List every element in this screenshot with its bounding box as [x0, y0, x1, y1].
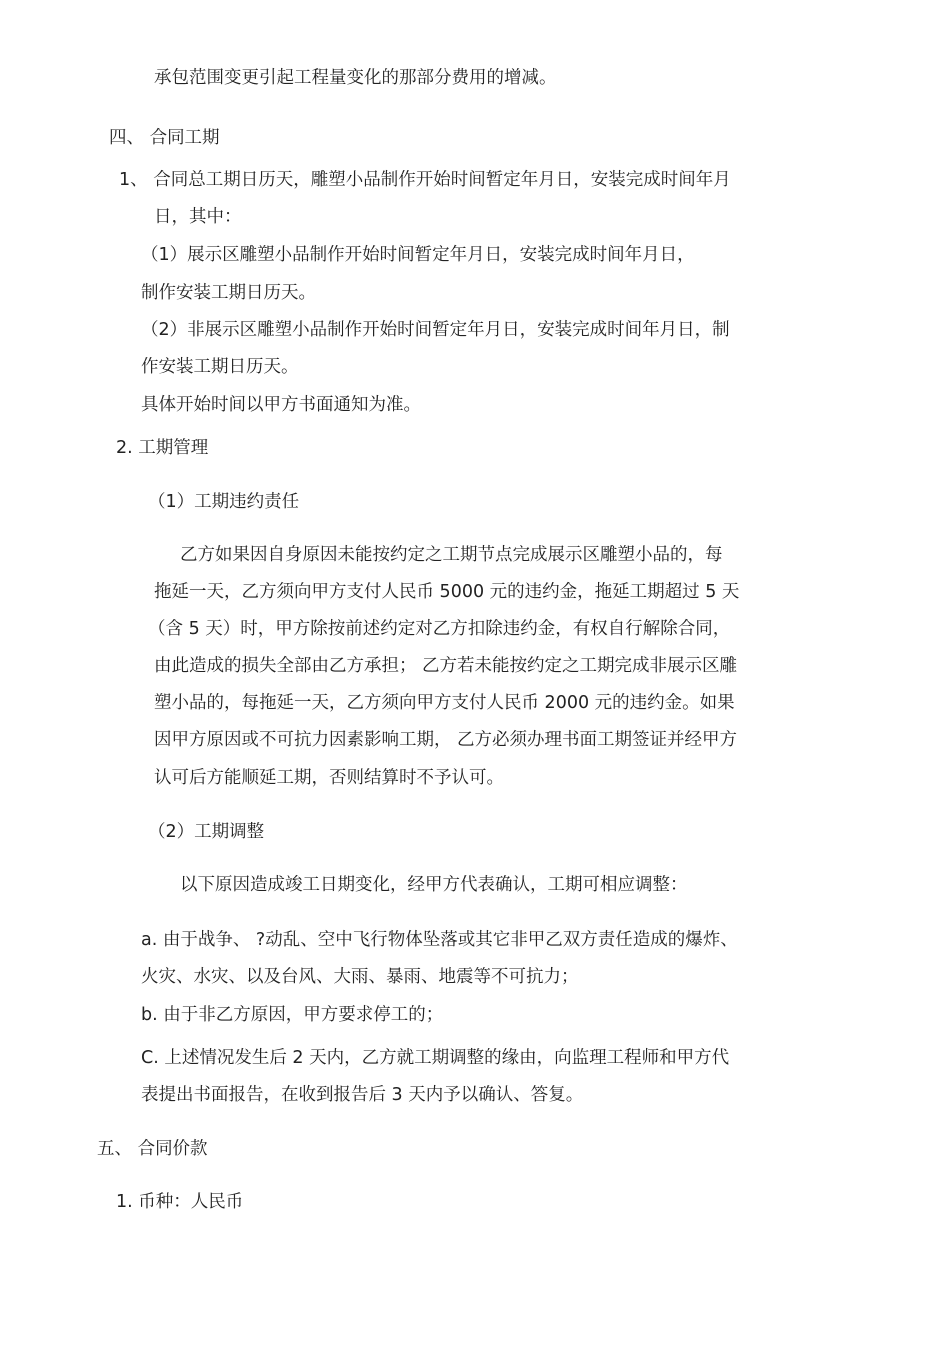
list-item-a: a. 由于战争、 ?动乱、空中飞行物体坠落或其它非甲乙双方责任造成的爆炸、 — [141, 930, 738, 950]
text-line: 表提出书面报告，在收到报告后 3 天内予以确认、答复。 — [141, 1085, 584, 1105]
text-line: 作安装工期日历天。 — [141, 357, 299, 377]
paragraph-line: 以下原因造成竣工日期变化，经甲方代表确认，工期可相应调整： — [180, 875, 688, 895]
paragraph-line: 塑小品的，每拖延一天，乙方须向甲方支付人民币 2000 元的违约金。如果 — [154, 693, 735, 713]
text-line: 制作安装工期日历天。 — [141, 283, 316, 303]
sub-item-heading-2: （2）工期调整 — [148, 822, 265, 842]
sub-item-1: （1）展示区雕塑小品制作开始时间暂定年月日，安装完成时间年月日， — [141, 245, 695, 265]
text-line-scope-change: 承包范围变更引起工程量变化的那部分费用的增减。 — [154, 68, 557, 88]
paragraph-line: 乙方如果因自身原因未能按约定之工期节点完成展示区雕塑小品的，每 — [180, 545, 723, 565]
text-line: 日，其中： — [154, 207, 242, 227]
section-heading-4: 四、 合同工期 — [109, 128, 220, 148]
sub-item-2: （2）非展示区雕塑小品制作开始时间暂定年月日，安装完成时间年月日，制 — [141, 320, 730, 340]
paragraph-line: 因甲方原因或不可抗力因素影响工期， 乙方必须办理书面工期签证并经甲方 — [154, 730, 738, 750]
paragraph-line: 由此造成的损失全部由乙方承担； 乙方若未能按约定之工期完成非展示区雕 — [154, 656, 738, 676]
section-heading-5: 五、 合同价款 — [97, 1139, 208, 1159]
paragraph-line: 拖延一天，乙方须向甲方支付人民币 5000 元的违约金，拖延工期超过 5 天 — [154, 582, 740, 602]
paragraph-line: （含 5 天）时，甲方除按前述约定对乙方扣除违约金，有权自行解除合同， — [148, 619, 731, 639]
text-line: 火灾、水灾、以及台风、大雨、暴雨、地震等不可抗力； — [141, 967, 579, 987]
sub-item-heading-1: （1）工期违约责任 — [148, 492, 300, 512]
list-item-1: 1、 合同总工期日历天，雕塑小品制作开始时间暂定年月日，安装完成时间年月 — [119, 170, 731, 190]
text-line: 具体开始时间以甲方书面通知为准。 — [141, 395, 421, 415]
list-item-c: C. 上述情况发生后 2 天内，乙方就工期调整的缘由，向监理工程师和甲方代 — [141, 1048, 730, 1068]
list-item-currency: 1. 币种：人民币 — [116, 1192, 244, 1212]
paragraph-line: 认可后方能顺延工期，否则结算时不予认可。 — [154, 768, 504, 788]
list-item-b: b. 由于非乙方原因，甲方要求停工的； — [141, 1005, 444, 1025]
subsection-heading-2: 2. 工期管理 — [116, 438, 209, 458]
